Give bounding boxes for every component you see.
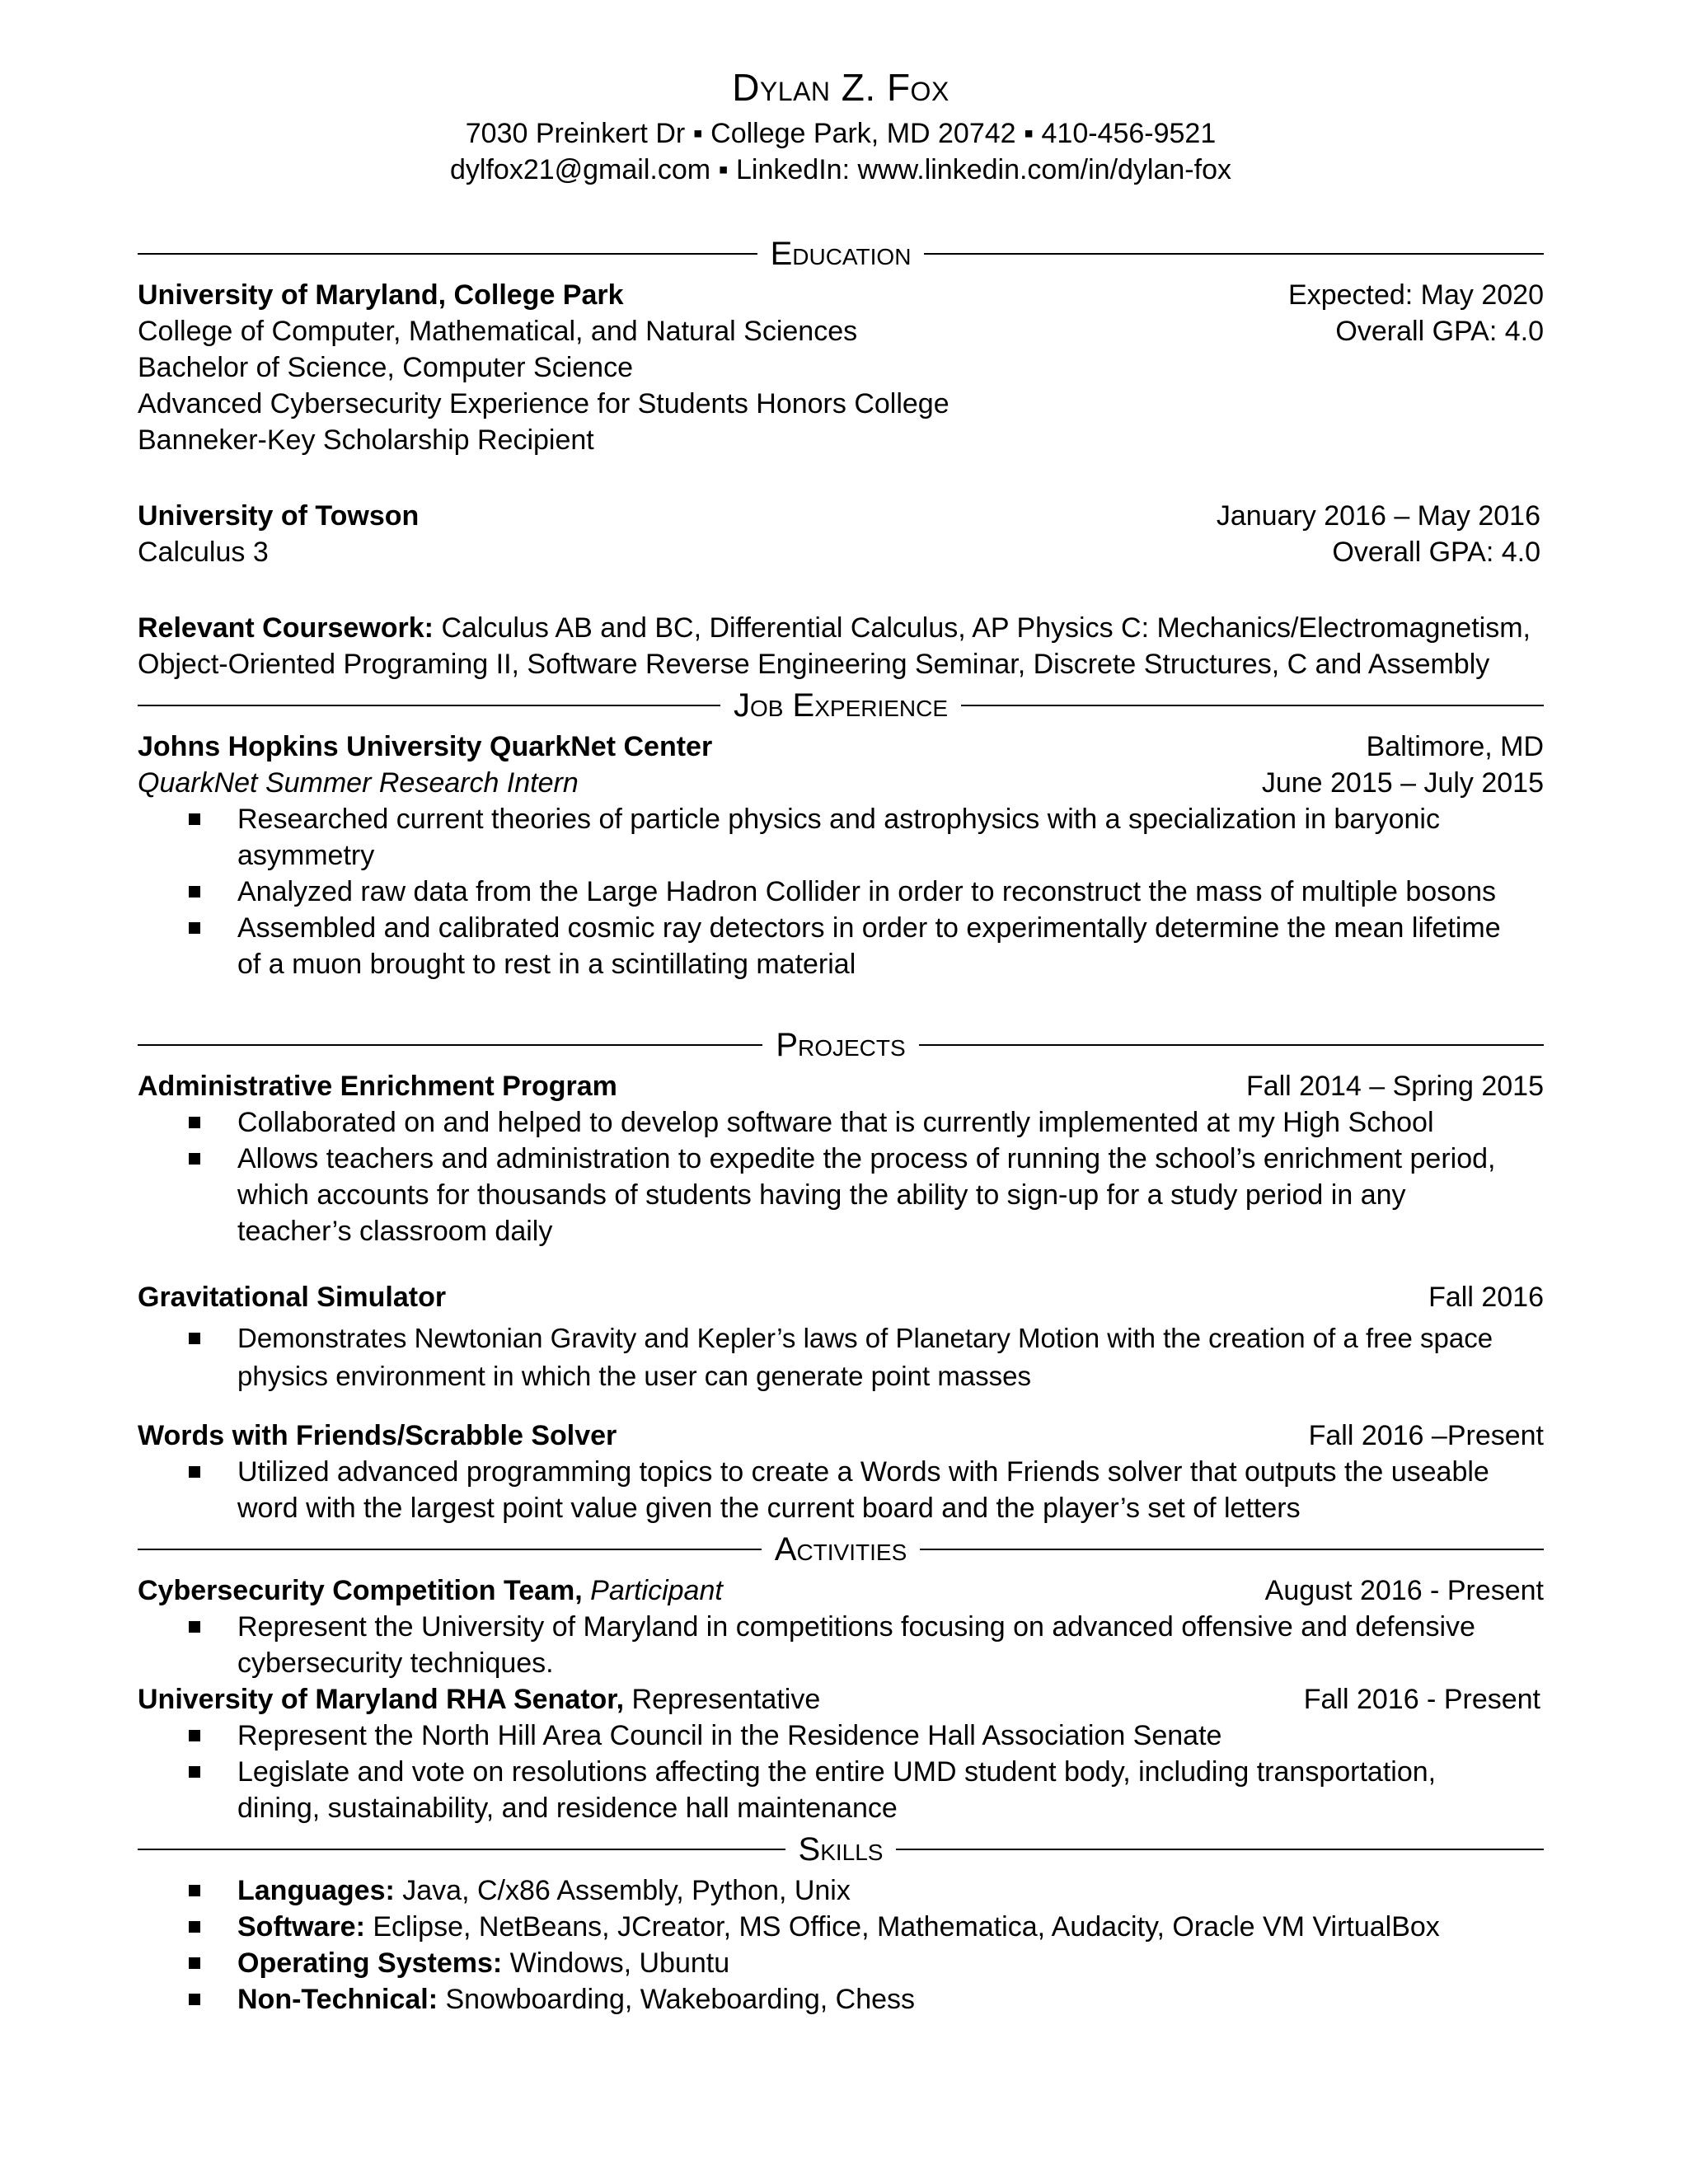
heading-rule-right: [961, 705, 1544, 706]
activity-role: Participant: [582, 1575, 723, 1606]
skill-label: Operating Systems:: [237, 1947, 503, 1979]
bullet-marker: [189, 1994, 200, 2005]
project-3-bullet-1-continued: word with the largest point value given the current board and the player’s set of letters: [237, 1493, 1301, 1524]
bullet-marker: [189, 1117, 200, 1128]
skill-operating-systems: [237, 1945, 729, 1981]
project-name: Administrative Enrichment Program: [138, 1071, 617, 1102]
activity-dates: Fall 2016 - Present: [1303, 1684, 1540, 1715]
job-bullet-3-continued: of a muon brought to rest in a scintillating material: [237, 949, 856, 980]
job-bullet-2: Analyzed raw data from the Large Hadron Collider in order to reconstruct the mass of multiple bosons: [237, 876, 1496, 907]
bullet-marker: [189, 1333, 200, 1344]
section-title: Activities: [774, 1531, 907, 1568]
project-1-row: [138, 1068, 1544, 1104]
skill-label: Languages:: [237, 1875, 395, 1906]
education-towson-course-row: [138, 534, 1544, 570]
projects-heading: [138, 1022, 1544, 1068]
project-3-bullet-1: Utilized advanced programming topics to create a Words with Friends solver that outputs the useable: [237, 1456, 1489, 1488]
section-title: Projects: [776, 1027, 906, 1063]
activity-2-bullet-2: Legislate and vote on resolutions affecting the entire UMD student body, including transportation,: [237, 1756, 1437, 1788]
skill-non-technical: [237, 1981, 915, 2018]
school-name: University of Towson: [138, 500, 420, 532]
heading-rule-left: [138, 1849, 785, 1850]
skill-value: Java, C/x86 Assembly, Python, Unix: [394, 1875, 851, 1906]
heading-rule-left: [138, 1044, 762, 1046]
bullet-marker: [189, 1885, 200, 1896]
activity-role: Representative: [624, 1684, 821, 1715]
attendance-dates: January 2016 – May 2016: [1216, 500, 1540, 532]
project-2-bullet-1: Demonstrates Newtonian Gravity and Kepler’s laws of Planetary Motion with the creation of a free space: [237, 1323, 1493, 1353]
skill-value: Eclipse, NetBeans, JCreator, MS Office, Mathematica, Audacity, Oracle VM VirtualBox: [364, 1911, 1440, 1943]
project-name: Gravitational Simulator: [138, 1282, 447, 1313]
relevant-coursework: [138, 610, 1531, 646]
project-1-bullet-1: Collaborated on and helped to develop software that is currently implemented at my High School: [237, 1107, 1434, 1138]
coursework-label: Relevant Coursework:: [138, 612, 434, 644]
candidate-name: Dylan Z. Fox: [732, 66, 950, 109]
heading-rule-left: [138, 705, 720, 706]
job-location: Baltimore, MD: [1366, 731, 1544, 762]
gpa: Overall GPA: 4.0: [1332, 537, 1540, 568]
activity-2-bullet-2-continued: dining, sustainability, and residence hall maintenance: [237, 1793, 898, 1824]
job-title: QuarkNet Summer Research Intern: [138, 767, 579, 799]
heading-rule-right: [924, 253, 1544, 255]
bullet-marker: [189, 1730, 200, 1741]
activity-1-row: [138, 1572, 1544, 1609]
bullet-marker: [189, 922, 200, 934]
project-name: Words with Friends/Scrabble Solver: [138, 1420, 617, 1451]
activity-2-row: [138, 1681, 1544, 1718]
bullet-marker: [189, 1466, 200, 1478]
bullet-marker: [189, 886, 200, 898]
gpa: Overall GPA: 4.0: [1335, 316, 1544, 347]
degree: Bachelor of Science, Computer Science: [138, 352, 633, 383]
job-dates: June 2015 – July 2015: [1261, 767, 1544, 799]
education-umd-row: [138, 277, 1544, 313]
activity-1-bullet-1-continued: cybersecurity techniques.: [237, 1647, 554, 1679]
bullet-marker: [189, 1621, 200, 1633]
employer-name: Johns Hopkins University QuarkNet Center: [138, 731, 713, 762]
project-3-row: [138, 1418, 1544, 1454]
skills-heading: [138, 1826, 1544, 1872]
skill-software: [237, 1909, 1440, 1945]
activity-name: Cybersecurity Competition Team,: [138, 1575, 583, 1606]
bullet-marker: [189, 1921, 200, 1933]
section-title: Education: [770, 236, 912, 272]
contact-line: dylfox21@gmail.com ▪ LinkedIn: www.linkedin.com/in/dylan-fox: [450, 154, 1231, 185]
activities-heading: [138, 1526, 1544, 1572]
scholarship: Banneker-Key Scholarship Recipient: [138, 424, 594, 456]
activity-2-bullet-1: Represent the North Hill Area Council in the Residence Hall Association Senate: [237, 1720, 1222, 1751]
honors-college: Advanced Cybersecurity Experience for Students Honors College: [138, 388, 950, 419]
course-name: Calculus 3: [138, 537, 269, 568]
heading-rule-right: [896, 1849, 1544, 1850]
project-1-bullet-2-continued: teacher’s classroom daily: [237, 1216, 553, 1247]
project-dates: Fall 2016: [1428, 1282, 1544, 1313]
job-bullet-1-continued: asymmetry: [237, 840, 375, 871]
activity-title: [138, 1572, 723, 1609]
section-title: Job Experience: [733, 687, 949, 724]
job-bullet-1: Researched current theories of particle physics and astrophysics with a specialization in baryonic: [237, 804, 1440, 835]
coursework-list: Calculus AB and BC, Differential Calculus, AP Physics C: Mechanics/Electromagnetism,: [434, 612, 1531, 644]
activity-1-bullet-1: Represent the University of Maryland in competitions focusing on advanced offensive and defensive: [237, 1611, 1475, 1643]
activity-title: [138, 1681, 820, 1718]
skill-label: Software:: [237, 1911, 365, 1943]
project-dates: Fall 2014 – Spring 2015: [1245, 1071, 1544, 1102]
job-bullet-3: Assembled and calibrated cosmic ray detectors in order to experimentally determine the mean lifetime: [237, 912, 1501, 944]
job-experience-heading: [138, 682, 1544, 729]
project-2-bullet-1-continued: physics environment in which the user can generate point masses: [237, 1361, 1032, 1391]
project-1-bullet-2: Allows teachers and administration to expedite the process of running the school’s enrichment period,: [237, 1143, 1496, 1174]
education-heading: [138, 231, 1544, 277]
coursework-list-continued: Object-Oriented Programing II, Software Reverse Engineering Seminar, Discrete Structures, C and Assembly: [138, 649, 1490, 680]
skill-value: Snowboarding, Wakeboarding, Chess: [438, 1984, 916, 2015]
bullet-marker: [189, 1957, 200, 1969]
project-1-bullet-2-continued: which accounts for thousands of students having the ability to sign-up for a study period in any: [237, 1179, 1406, 1211]
heading-rule-left: [138, 253, 757, 255]
school-name: University of Maryland, College Park: [138, 279, 624, 311]
graduation-date: Expected: May 2020: [1288, 279, 1544, 311]
skill-label: Non-Technical:: [237, 1984, 438, 2015]
activity-name: University of Maryland RHA Senator,: [138, 1684, 625, 1715]
skill-value: Windows, Ubuntu: [502, 1947, 730, 1979]
job-org-row: [138, 729, 1544, 765]
bullet-marker: [189, 1153, 200, 1165]
address-line: 7030 Preinkert Dr ▪ College Park, MD 20742 ▪ 410-456-9521: [465, 118, 1217, 149]
heading-rule-left: [138, 1549, 762, 1550]
skill-languages: [237, 1872, 851, 1909]
college-name: College of Computer, Mathematical, and Natural Sciences: [138, 316, 858, 347]
heading-rule-right: [919, 1044, 1544, 1046]
heading-rule-right: [920, 1549, 1544, 1550]
project-dates: Fall 2016 –Present: [1308, 1420, 1544, 1451]
job-title-row: [138, 765, 1544, 801]
bullet-marker: [189, 813, 200, 825]
education-college-row: [138, 313, 1544, 349]
section-title: Skills: [798, 1831, 884, 1868]
education-towson-row: [138, 498, 1544, 534]
activity-dates: August 2016 - Present: [1264, 1575, 1544, 1606]
project-2-row: [138, 1279, 1544, 1315]
bullet-marker: [189, 1766, 200, 1778]
